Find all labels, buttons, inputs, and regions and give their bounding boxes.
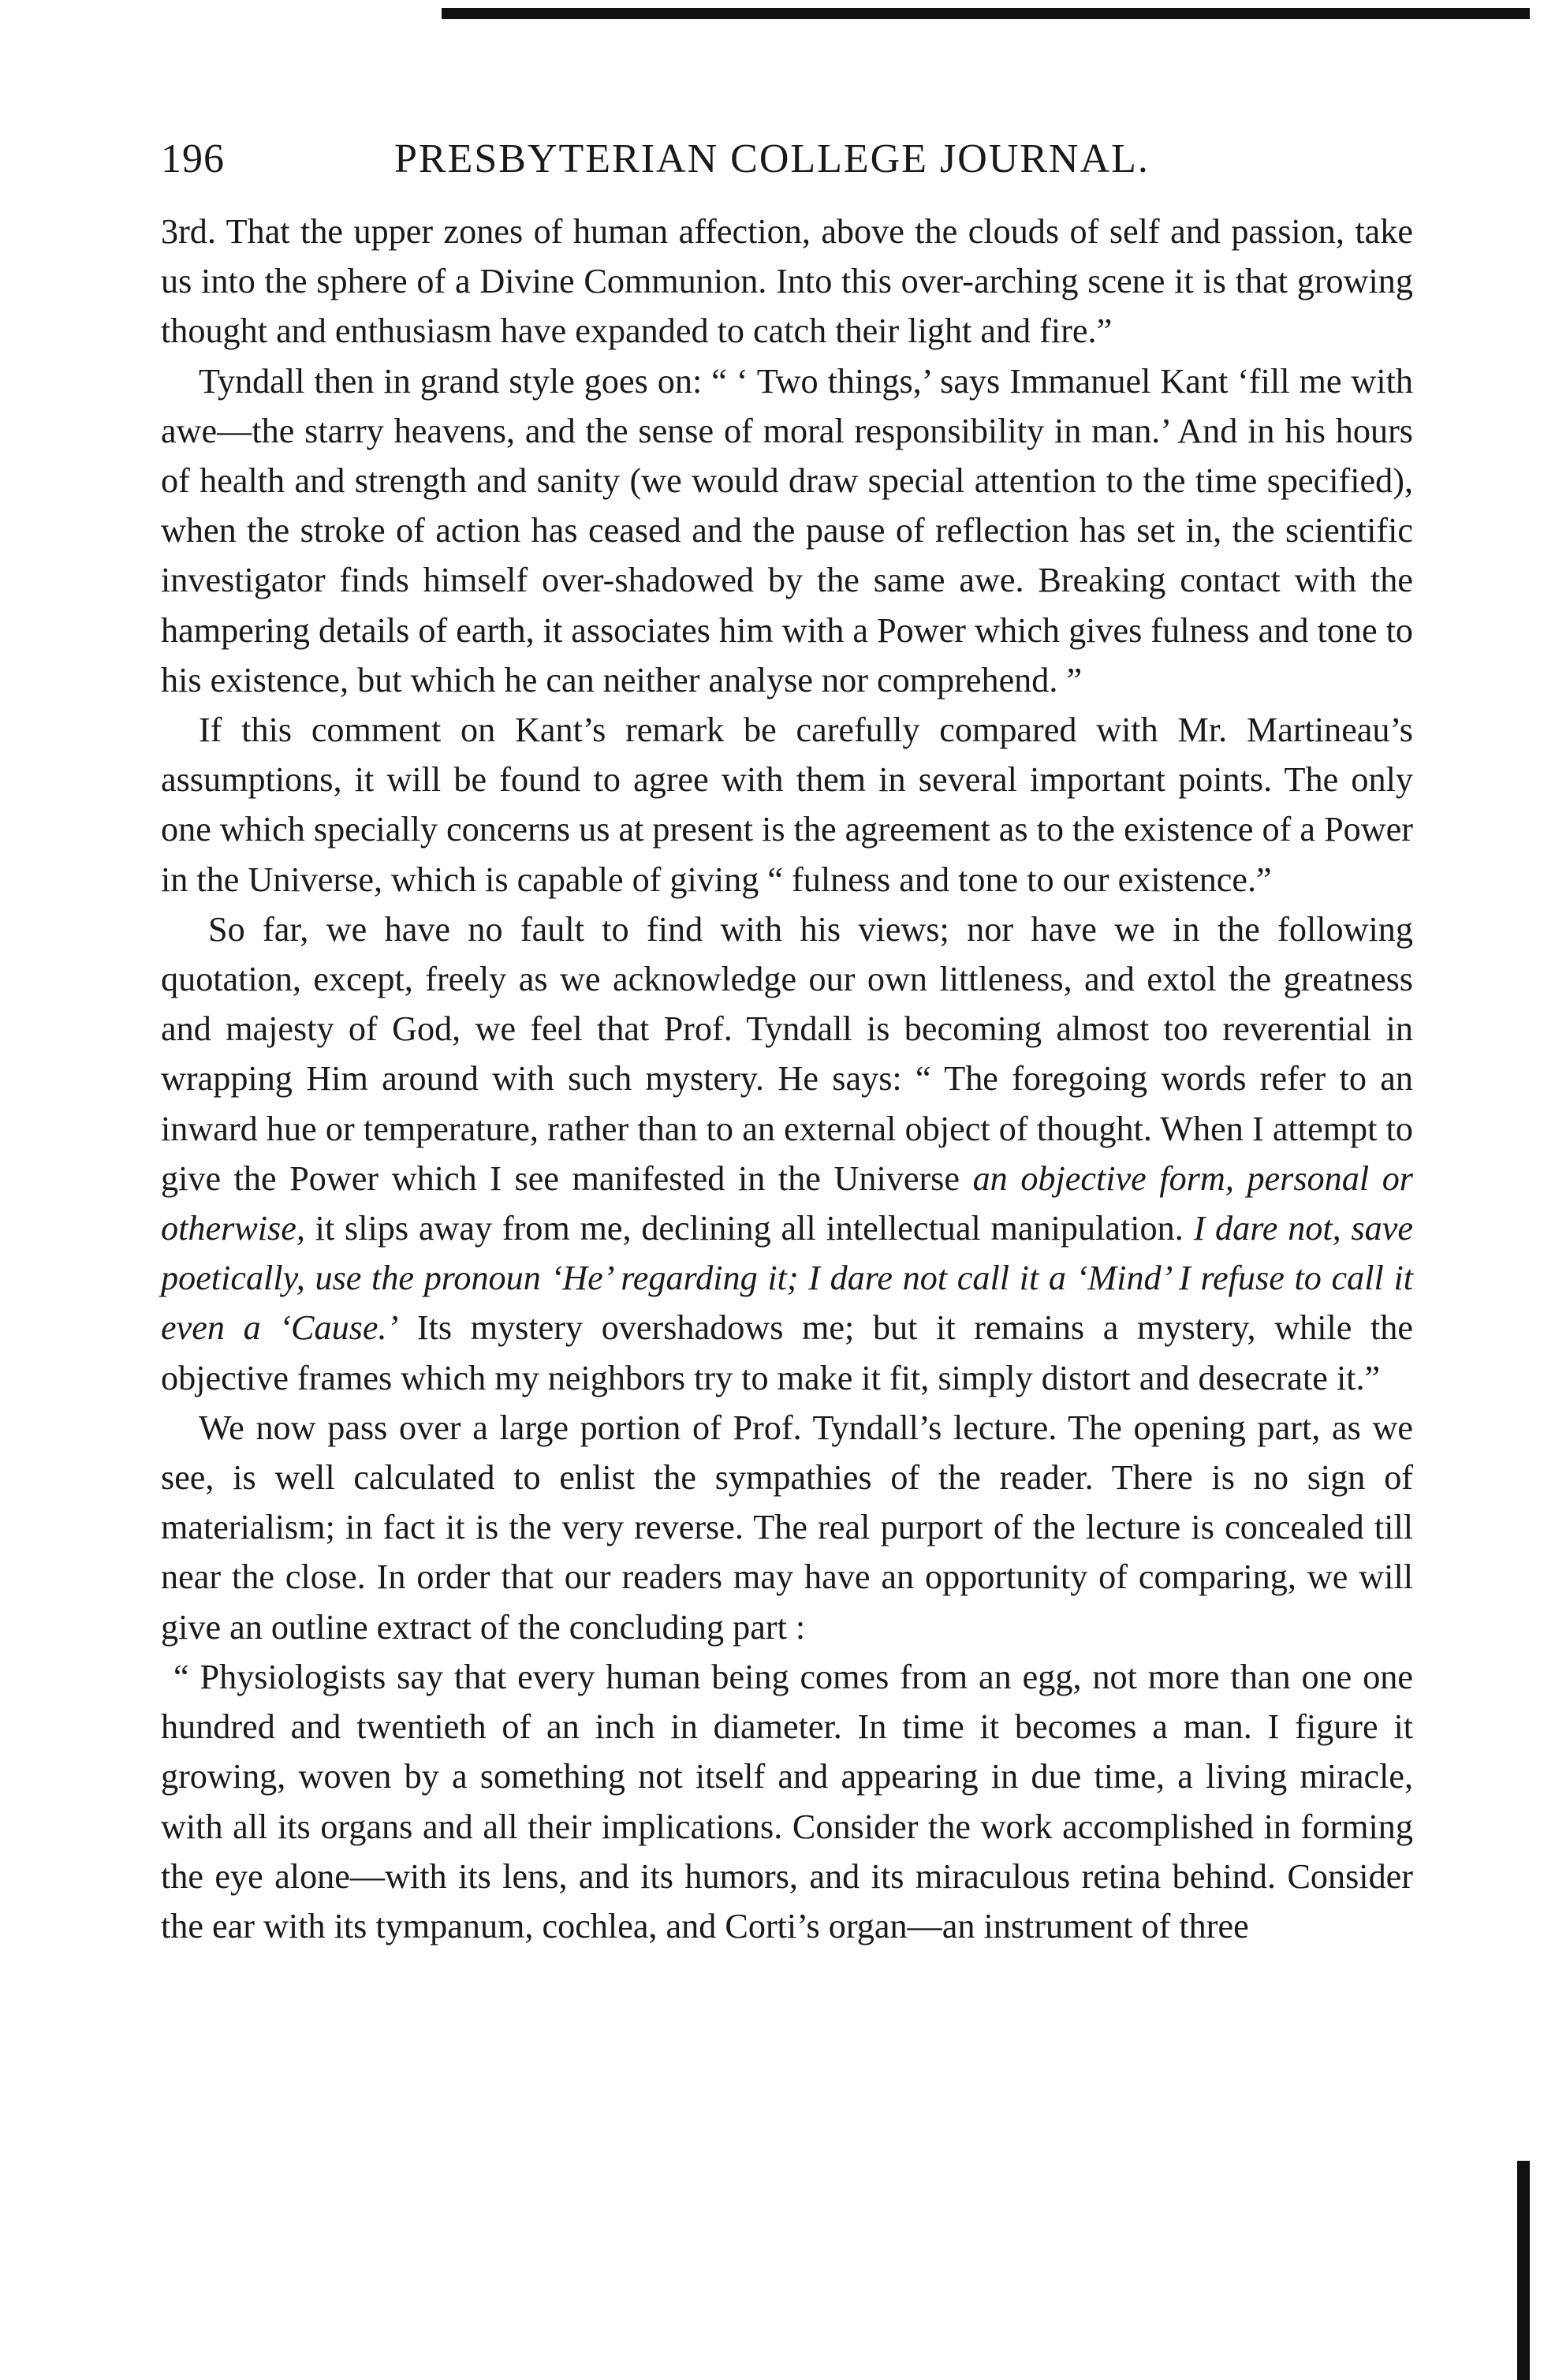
paragraph: “ Physiologists say that every human being comes from an egg, not more than one one hundred and twentieth of an inch in diameter. In time it becomes a man. I figure it growing, woven by a something not itself and appearing in due time, a living miracle, with all its organs and all their implications. Consider the work accomplished in forming the eye alone—with its lens, and its humors, and its miraculous retina behind. Consider the ear with its tympanum, cochlea, and Corti’s organ—an instrument of three [161, 1657, 1413, 1945]
italic-text: an objective form, personal or otherwise, [161, 1158, 1413, 1248]
paragraph: 3rd. That the upper zones of human affection, above the clouds of self and passion, take us into the sphere of a Divine Communion. Into this over-arching scene it is that growing thought and enthusiasm have expanded to catch their light and fire.” [161, 212, 1413, 351]
scan-edge-mark [1517, 2161, 1530, 2380]
paragraph-text: Its mystery overshadows me; but it remains a mystery, while the objective frames which my neighbors try to make it fit, simply distort and desecrate it.” [161, 1308, 1413, 1397]
paragraph: Tyndall then in grand style goes on: “ ‘ Two things,’ says Immanuel Kant ‘fill me with awe—the starry heavens, and the sense of moral responsibility in man.’ And in his hours of health and strength and sanity (we would draw special attention to the time specified), when the stroke of action has ceased and the pause of reflection has set in, the scientific investigator finds himself over-shadowed by the same awe. Breaking contact with the hampering details of earth, it associates him with a Power which gives fulness and tone to his existence, but which he can neither analyse nor comprehend. ” [161, 361, 1413, 699]
paragraph: We now pass over a large portion of Prof. Tyndall’s lecture. The opening part, as we see, is well calculated to enlist the sympathies of the reader. There is no sign of materialism; in fact it is the very reverse. The real purport of the lecture is concealed till near the close. In order that our readers may have an opportunity of comparing, we will give an outline extract of the concluding part : [161, 1408, 1413, 1647]
paragraph-text: it slips away from me, declining all intellectual manipulation. [304, 1209, 1194, 1248]
paragraph: If this comment on Kant’s remark be carefully compared with Mr. Martineau’s assumptions, it will be found to agree with them in several important points. The only one which specially concerns us at present is the agreement as to the existence of a Power in the Universe, which is capable of giving “ fulness and tone to our existence.” [161, 711, 1413, 899]
italic-text: I dare not, save poetically, use the pronoun ‘He’ regarding it; I dare not call it a ‘Mind’ I refuse to call it even a ‘Cause.’ [161, 1209, 1413, 1348]
article-body [161, 207, 1413, 1951]
paragraph-text: So far, we have no fault to find with his views; nor have we in the following quotation, except, freely as we acknowledge our own littleness, and extol the greatness and majesty of God, we feel that Prof. Tyndall is becoming almost too reverential in wrapping Him around with such mystery. He says: “ The foregoing words refer to an inward hue or temperature, rather than to an external object of thought. When I attempt to give the Power which I see manifested in the Universe [161, 909, 1413, 1198]
page-number: 196 [161, 136, 225, 181]
page-header [161, 136, 1423, 191]
top-rule [442, 8, 1530, 19]
paragraph [161, 905, 1413, 1403]
journal-title: PRESBYTERIAN COLLEGE JOURNAL. [394, 136, 1150, 181]
